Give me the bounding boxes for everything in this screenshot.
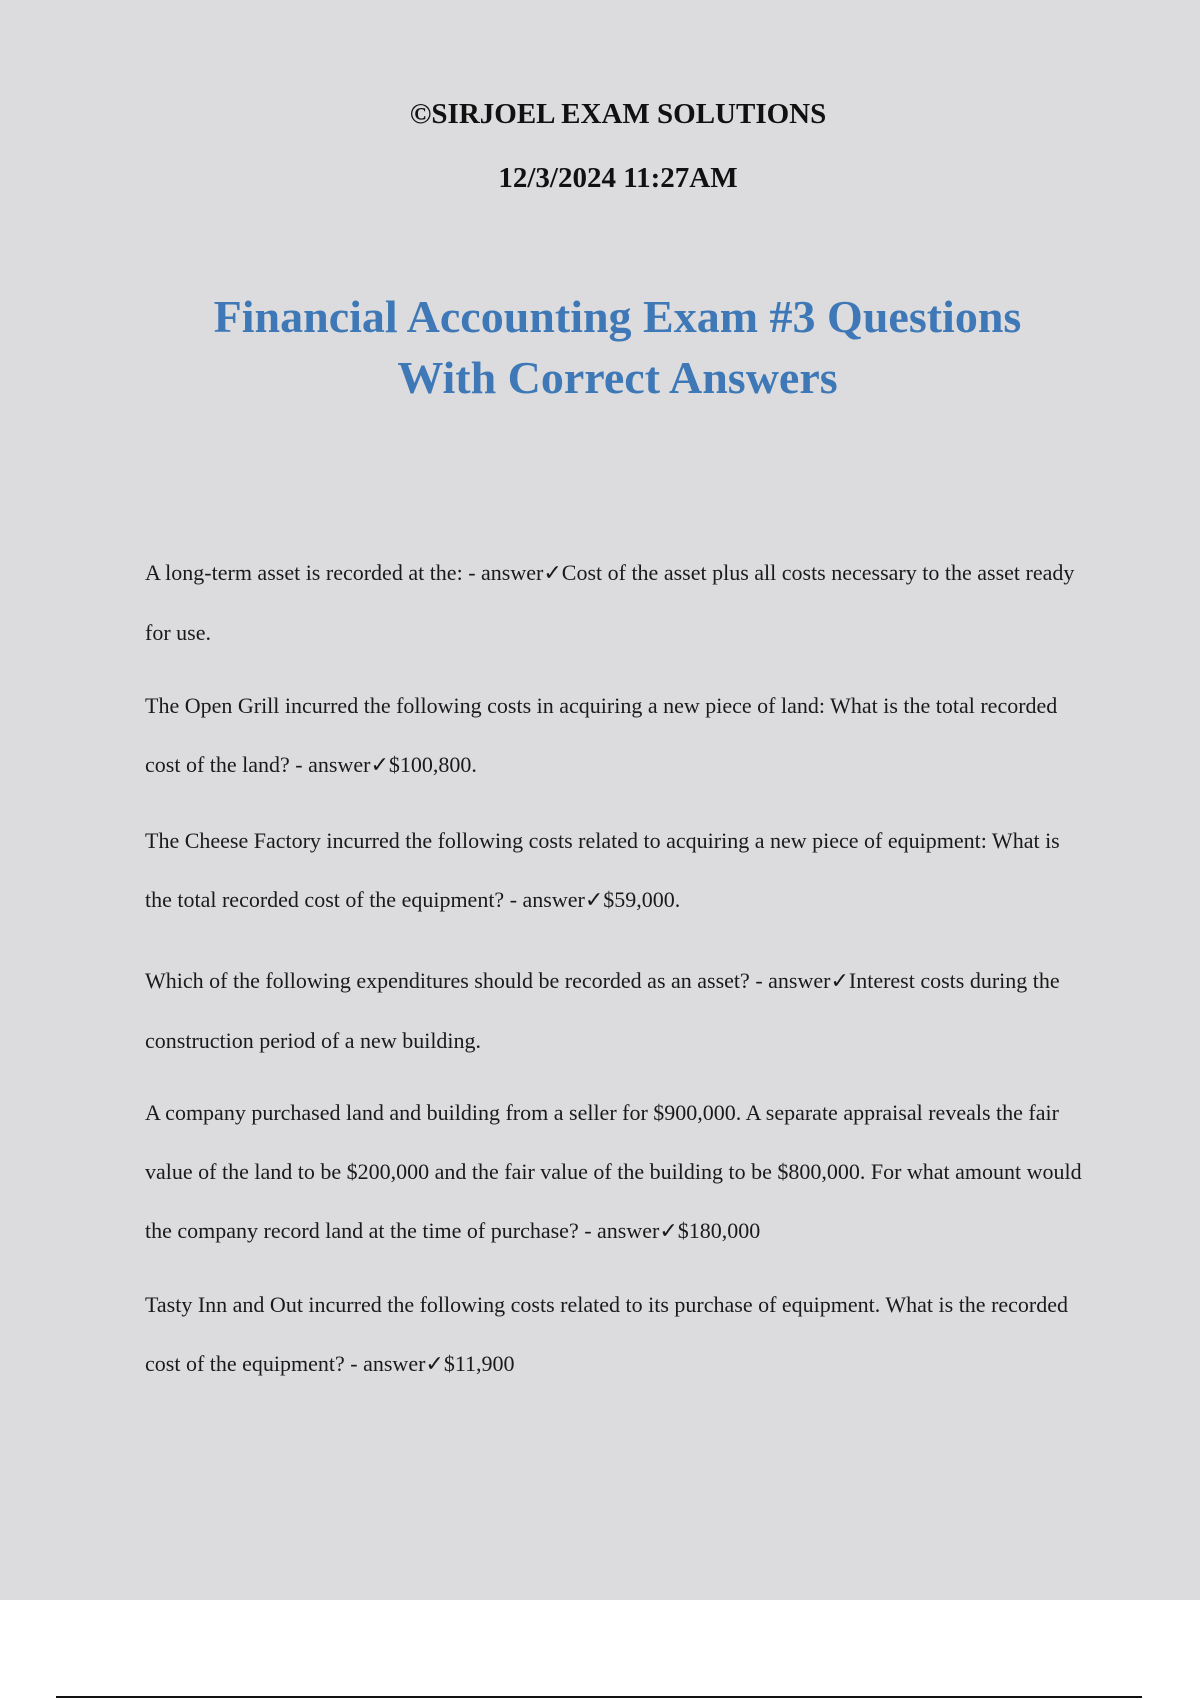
answer-separator: - answer <box>504 887 585 912</box>
check-icon: ✓ <box>584 888 604 913</box>
answer-text: $59,000. <box>603 887 681 912</box>
check-icon: ✓ <box>425 1352 444 1377</box>
answer-text: $11,900 <box>443 1351 515 1376</box>
answer-text: $100,800. <box>388 752 477 777</box>
answer-separator: - answer <box>289 752 371 777</box>
brand-header: ©SIRJOEL EXAM SOLUTIONS <box>409 98 827 130</box>
question-text: The Open Grill incurred the following costs in acquiring a new piece of land: What is the total recorded cost of the land? <box>145 693 1058 777</box>
footer-divider <box>56 1696 1142 1698</box>
answer-text: Interest costs during the construction period of a new building. <box>145 968 1060 1053</box>
question-text: A long-term asset is recorded at the: <box>145 560 463 585</box>
answer-separator: - answer <box>344 1351 426 1376</box>
document-title <box>140 286 1095 408</box>
document-title-line-2: With Correct Answers <box>397 352 838 403</box>
answer-text: Cost of the asset plus all costs necessary to the asset ready for use. <box>145 560 1075 645</box>
check-icon: ✓ <box>370 753 389 778</box>
timestamp: 12/3/2024 11:27AM <box>498 162 738 194</box>
document-title-line-1: Financial Accounting Exam #3 Questions <box>213 291 1022 342</box>
qa-item <box>145 1275 1085 1394</box>
qa-item <box>145 1083 1085 1261</box>
answer-text: $180,000 <box>677 1218 761 1243</box>
question-text: A company purchased land and building from a seller for $900,000. A separate appraisal reveals the fair value of the land to be $200,000 and the fair value of the building to be $800,000. For what amount would the company record land at the time of purchase? <box>145 1100 1082 1243</box>
question-text: Which of the following expenditures should be recorded as an asset? <box>145 968 750 993</box>
answer-separator: - answer <box>578 1218 660 1243</box>
qa-item <box>145 676 1085 795</box>
check-icon: ✓ <box>659 1219 678 1244</box>
answer-separator: - answer <box>749 968 831 993</box>
question-text: The Cheese Factory incurred the following costs related to acquiring a new piece of equipment: What is the total recorded cost of the equipment? <box>145 828 1060 912</box>
qa-item <box>145 951 1085 1070</box>
qa-item <box>145 811 1085 930</box>
question-text: Tasty Inn and Out incurred the following costs related to its purchase of equipment. What is the recorded cost of the equipment? <box>145 1292 1069 1376</box>
check-icon: ✓ <box>543 561 562 586</box>
check-icon: ✓ <box>830 969 849 994</box>
answer-separator: - answer <box>462 560 544 585</box>
qa-item <box>145 543 1085 662</box>
